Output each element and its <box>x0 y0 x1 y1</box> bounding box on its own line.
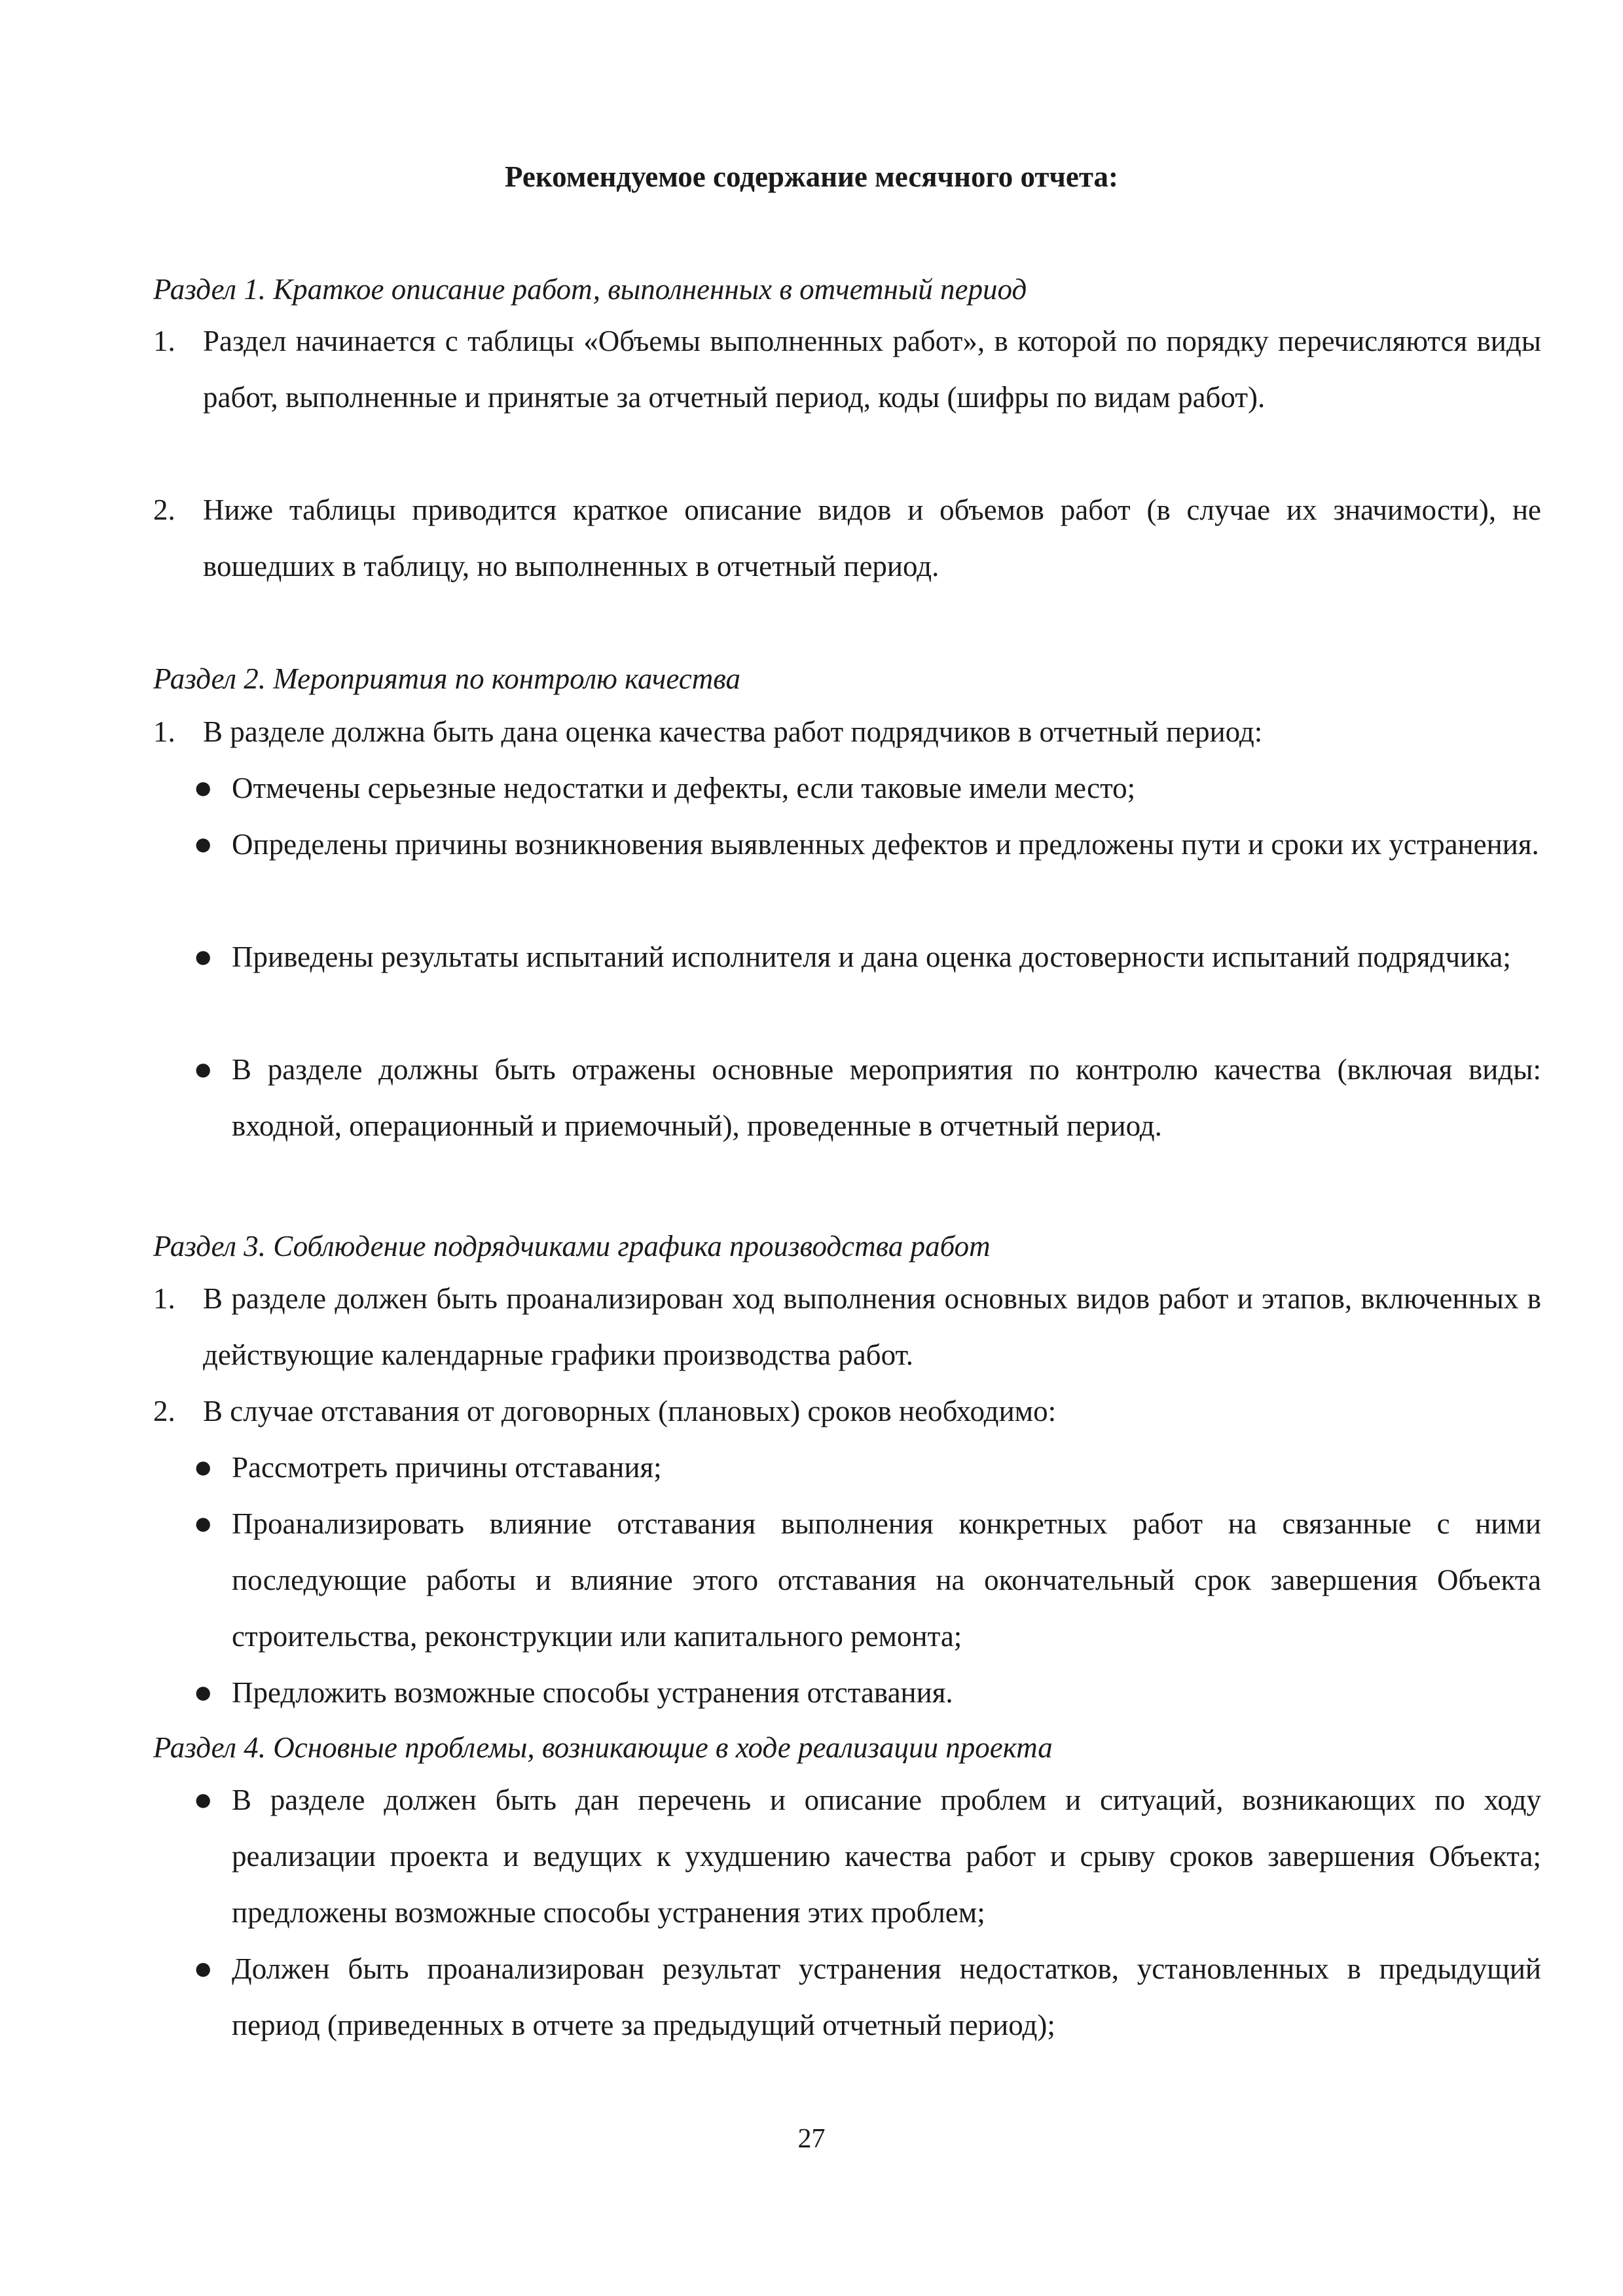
bullet-icon: ● <box>195 1513 211 1534</box>
section-3-item-1 <box>153 1270 1541 1383</box>
bullet-icon: ● <box>195 1789 211 1810</box>
bullet-icon: ● <box>195 1958 211 1979</box>
section-4-bullet-2 <box>190 1941 1541 2053</box>
section-3-bullet-1 <box>190 1439 1541 1496</box>
page-number: 27 <box>797 2124 826 2154</box>
section-2-bullet-2 <box>190 816 1541 872</box>
bullet-icon: ● <box>195 1456 211 1478</box>
section-2-heading: Раздел 2. Мероприятия по контролю качества <box>153 662 740 695</box>
list-item-text: Проанализировать влияние отставания выполнения конкретных работ на связанные с ними последующие работы и влияние этого отставания на окончательный срок завершения Объекта строительства, реконструкции или капитального ремонта; <box>232 1507 1541 1653</box>
list-number: 1. <box>153 715 175 748</box>
section-4-heading: Раздел 4. Основные проблемы, возникающие в ходе реализации проекта <box>153 1731 1053 1764</box>
list-item-text: Приведены результаты испытаний исполнителя и дана оценка достоверности испытаний подрядчика; <box>232 941 1511 973</box>
section-1-heading: Раздел 1. Краткое описание работ, выполненных в отчетный период <box>153 273 1027 306</box>
bullet-icon: ● <box>195 1058 211 1080</box>
section-4-bullet-1 <box>190 1772 1541 1941</box>
list-item-text: Отмечены серьезные недостатки и дефекты, если таковые имели место; <box>232 772 1136 804</box>
bullet-icon: ● <box>195 1681 211 1703</box>
list-number: 2. <box>153 493 175 526</box>
section-1-item-2 <box>153 482 1541 594</box>
section-3-item-2 <box>153 1383 1541 1439</box>
list-item-text: В разделе должен быть проанализирован ход выполнения основных видов работ и этапов, включенных в действующие календарные графики производства работ. <box>203 1282 1541 1371</box>
list-item-text: Рассмотреть причины отставания; <box>232 1451 662 1484</box>
section-3-bullet-2 <box>190 1496 1541 1664</box>
list-item-text: Раздел начинается с таблицы «Объемы выполненных работ», в которой по порядку перечисляются виды работ, выполненные и принятые за отчетный период, коды (шифры по видам работ). <box>203 325 1541 414</box>
document-title: Рекомендуемое содержание месячного отчета: <box>504 160 1119 193</box>
section-2-bullet-3 <box>190 929 1541 985</box>
bullet-icon: ● <box>195 777 211 798</box>
list-number: 1. <box>153 1282 175 1315</box>
list-number: 2. <box>153 1395 175 1427</box>
list-item-text: Определены причины возникновения выявленных дефектов и предложены пути и сроки их устранения. <box>232 828 1539 861</box>
list-item-text: В разделе должны быть отражены основные мероприятия по контролю качества (включая виды: входной, операционный и приемочный), проведенные в отчетный период. <box>232 1053 1541 1142</box>
list-item-text: Должен быть проанализирован результат устранения недостатков, установленных в предыдущий период (приведенных в отчете за предыдущий отчетный период); <box>232 1952 1541 2041</box>
list-item-text: В разделе должен быть дан перечень и описание проблем и ситуаций, возникающих по ходу реализации проекта и ведущих к ухудшению качества работ и срыву сроков завершения Объекта; предложены возможные способы устранения этих проблем; <box>232 1784 1541 1929</box>
bullet-icon: ● <box>195 946 211 967</box>
list-item-text: Предложить возможные способы устранения отставания. <box>232 1676 953 1709</box>
section-3-bullet-3 <box>190 1664 1541 1721</box>
section-2-bullet-4 <box>190 1041 1541 1154</box>
section-1-item-1 <box>153 313 1541 425</box>
list-item-text: В разделе должна быть дана оценка качества работ подрядчиков в отчетный период: <box>203 715 1263 748</box>
list-item-text: Ниже таблицы приводится краткое описание видов и объемов работ (в случае их значимости), не вошедших в таблицу, но выполненных в отчетный период. <box>203 493 1541 583</box>
list-number: 1. <box>153 325 175 357</box>
section-3-heading: Раздел 3. Соблюдение подрядчиками графика производства работ <box>153 1230 991 1263</box>
section-2-bullet-1 <box>190 760 1541 816</box>
bullet-icon: ● <box>195 833 211 855</box>
section-2-item-1 <box>153 704 1541 760</box>
list-item-text: В случае отставания от договорных (плановых) сроков необходимо: <box>203 1395 1057 1427</box>
